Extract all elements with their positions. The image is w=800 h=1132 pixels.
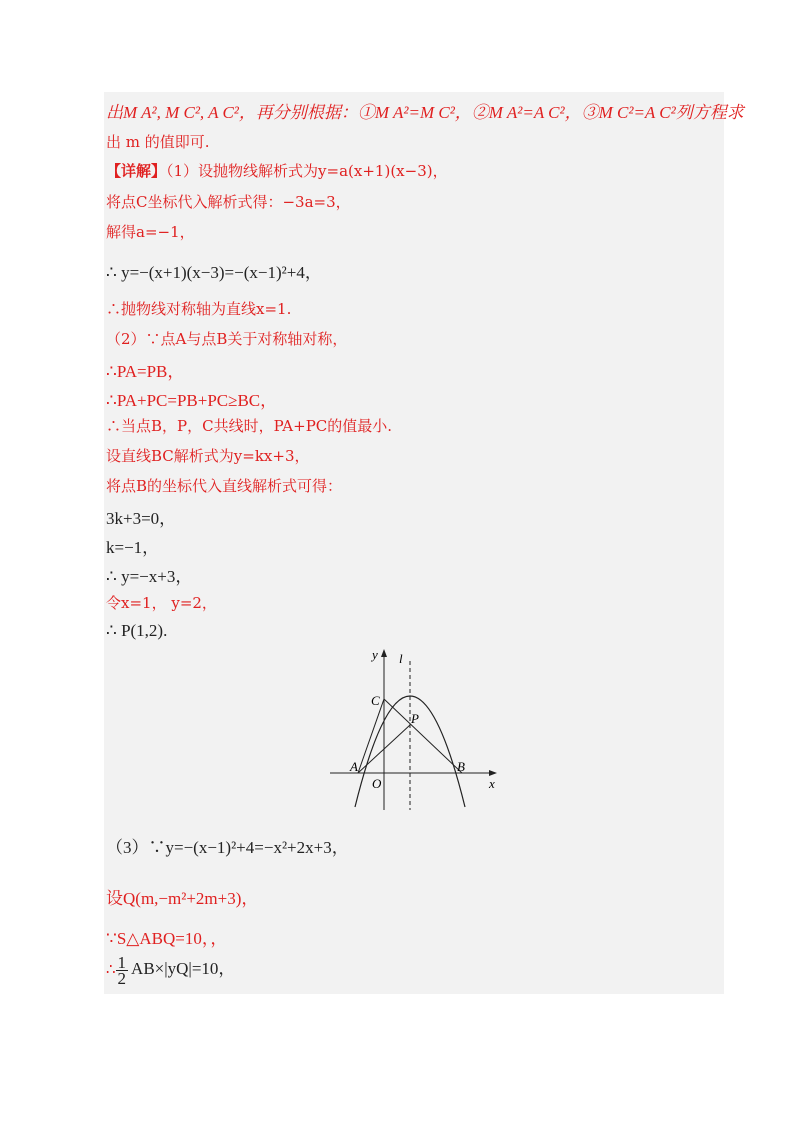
- label-O: O: [372, 776, 382, 791]
- text-line-10: ∴PA+PC=PB+PC≥BC，: [106, 391, 278, 410]
- text-line-17: 令x=1， y=2，: [106, 594, 217, 612]
- text-line-22: ∴ $\frac{1}{2}$ AB×|yQ|=10，: [106, 952, 236, 988]
- label-C: C: [371, 693, 380, 708]
- text-line-5: 解得a=−1，: [106, 223, 195, 241]
- fraction-half: $\frac{1}{2}$: [117, 952, 127, 988]
- text-line-15: k=−1，: [106, 538, 160, 557]
- parabola-figure: [325, 645, 505, 815]
- text-line-7: ∴抛物线对称轴为直线x=1.: [106, 300, 292, 318]
- text-line-12: 设直线BC解析式为y=kx+3，: [106, 447, 310, 465]
- text-line-1: 出M A², M C², A C²，再分别根据：①M A²=M C²，②M A²=A C²，③M C²=A C²列方程求: [106, 103, 744, 122]
- text-line-16: ∴ y=−x+3，: [106, 567, 193, 586]
- text-line-11: ∴当点B，P，C共线时，PA+PC的值最小.: [106, 417, 393, 435]
- y-axis-arrow: [381, 649, 387, 657]
- label-y: y: [372, 647, 378, 662]
- label-A: A: [350, 759, 358, 774]
- text-line-21: ∵S△ABQ=10，，: [106, 929, 228, 948]
- text-line-20: 设Q(m,−m²+2m+3)，: [106, 889, 259, 908]
- text-line-14: 3k+3=0，: [106, 509, 177, 528]
- label-l: l: [399, 651, 403, 666]
- segment-CB: [384, 699, 462, 773]
- solution-panel: [104, 92, 724, 994]
- label-x: x: [489, 776, 495, 791]
- text-line-4: 将点C坐标代入解析式得：−3a=3，: [106, 193, 351, 211]
- text-line-8: （2）∵点A与点B关于对称轴对称，: [106, 330, 348, 348]
- detail-tag: 【详解】: [106, 162, 167, 180]
- text-line-2: 出 m 的值即可.: [106, 133, 210, 151]
- text-line-19: （3）∵y=−(x−1)²+4=−x²+2x+3，: [106, 838, 349, 857]
- label-B: B: [457, 759, 465, 774]
- text-line-9: ∴PA=PB，: [106, 362, 185, 381]
- text-line-18: ∴ P(1,2).: [106, 621, 168, 640]
- text-line-3: 【详解】（1）设抛物线解析式为y=a(x+1)(x−3)，: [106, 162, 448, 180]
- text-line-6: ∴ y=−(x+1)(x−3)=−(x−1)²+4，: [106, 263, 322, 282]
- label-P: P: [411, 711, 419, 726]
- segment-AC: [358, 699, 384, 773]
- text-line-13: 将点B的坐标代入直线解析式可得：: [106, 477, 343, 495]
